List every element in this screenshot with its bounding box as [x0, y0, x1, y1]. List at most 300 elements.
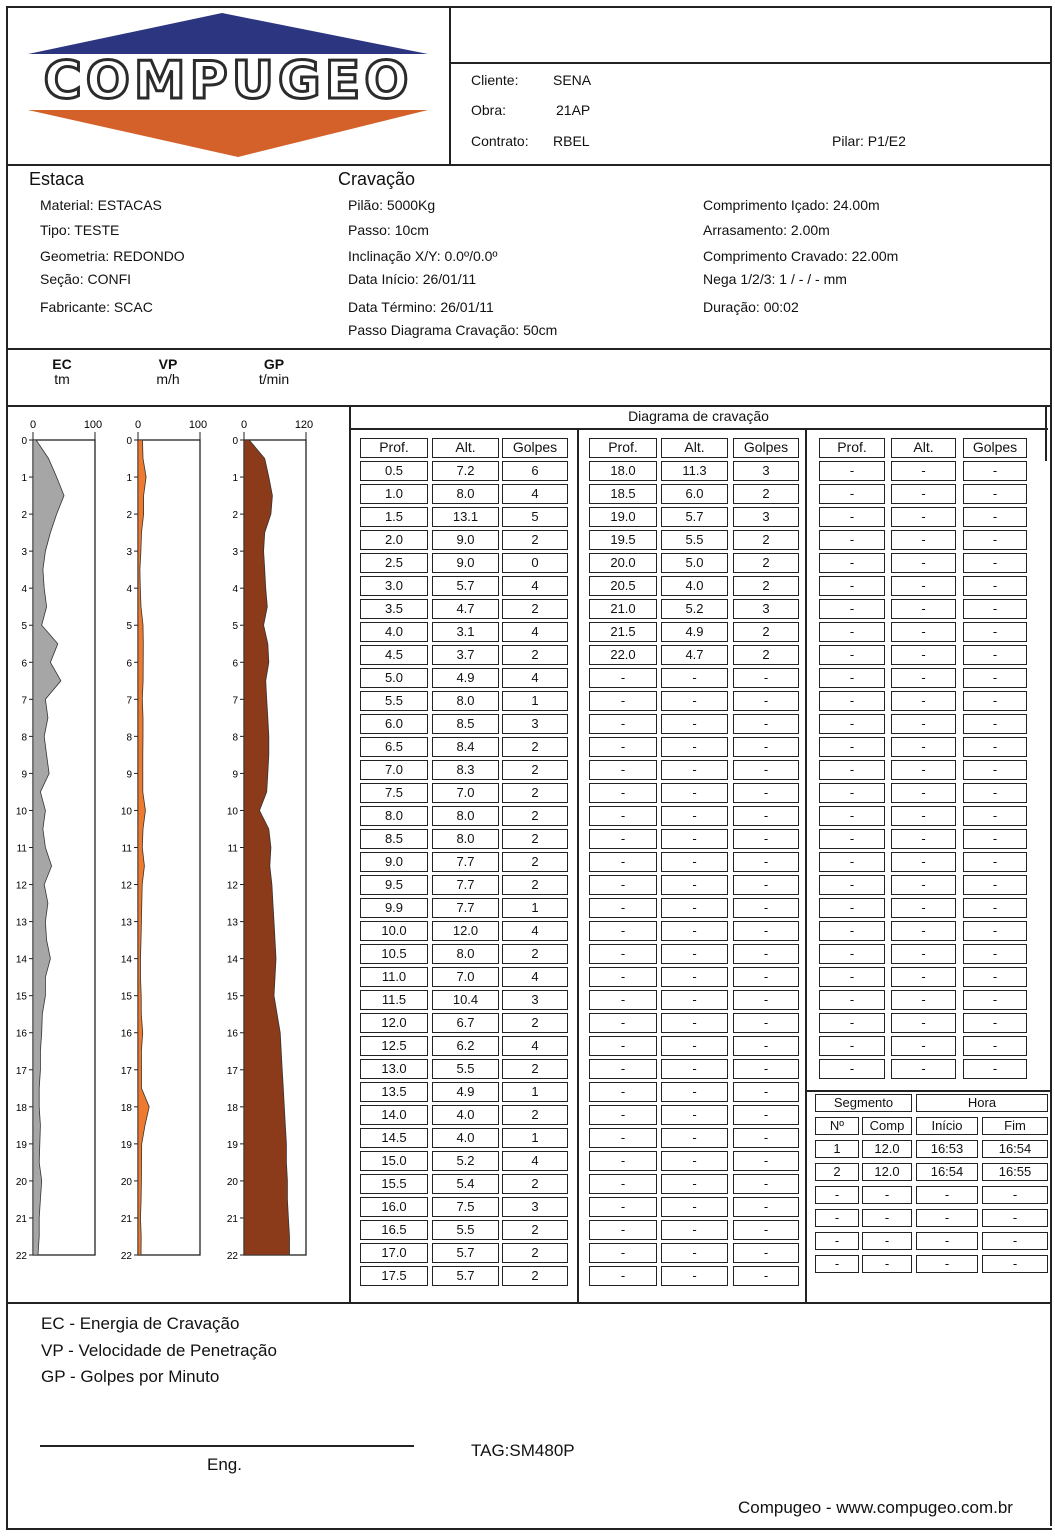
diagram-cell-alt: 4.7	[661, 645, 728, 665]
ec-depth-tick-label: 11	[16, 843, 27, 855]
vp-graph-header	[142, 357, 194, 387]
diagram-cell-alt: 4.0	[661, 576, 728, 596]
diagram-cell-golpes: 3	[502, 1197, 568, 1217]
diagram-cell-alt: -	[661, 1243, 728, 1263]
diagram-cell-alt: -	[891, 461, 956, 481]
diagram-cell-alt: -	[661, 691, 728, 711]
vp-axis-max-label: 100	[188, 419, 208, 431]
gp-depth-tick-label: 21	[226, 1213, 238, 1225]
gp-depth-tick-label: 19	[226, 1139, 238, 1151]
diagram-cell-golpes: -	[963, 921, 1027, 941]
diagram-cell-prof: -	[589, 691, 657, 711]
gp-header-name: GP	[263, 356, 285, 372]
logo-top-triangle	[28, 13, 428, 54]
vp-depth-tick-label: 9	[126, 769, 132, 781]
diagram-cell-prof: 7.0	[360, 760, 428, 780]
diagram-cell-golpes: -	[733, 714, 799, 734]
diagram-cell-prof: -	[819, 1036, 885, 1056]
vp-depth-tick-label: 2	[126, 510, 132, 522]
segment-fim-cell: 16:54	[982, 1140, 1048, 1158]
diagram-header-alt: Alt.	[891, 438, 956, 458]
data-termino-field: Data Término: 26/01/11	[348, 299, 494, 315]
diagram-cell-golpes: -	[963, 1013, 1027, 1033]
diagram-cell-prof: 4.0	[360, 622, 428, 642]
diagram-cell-golpes: -	[733, 1059, 799, 1079]
diagram-cell-alt: -	[661, 1266, 728, 1286]
diagram-cell-alt: 8.0	[432, 944, 499, 964]
diagram-cell-golpes: 2	[502, 852, 568, 872]
signature-line	[40, 1445, 414, 1447]
segment-inicio-cell: -	[916, 1209, 978, 1227]
ec-depth-tick-label: 8	[21, 732, 27, 744]
diagram-cell-golpes: -	[733, 668, 799, 688]
segment-comp-cell: -	[862, 1209, 912, 1227]
comprimento-icado-field: Comprimento Içado: 24.00m	[703, 197, 880, 213]
vp-depth-tick-label: 21	[120, 1213, 132, 1225]
diagram-cell-prof: -	[589, 967, 657, 987]
diagram-cell-prof: -	[819, 668, 885, 688]
diagram-cell-alt: 6.7	[432, 1013, 499, 1033]
diagram-cell-prof: -	[589, 1013, 657, 1033]
diagram-cell-prof: 20.0	[589, 553, 657, 573]
ec-header-unit: tm	[54, 371, 70, 387]
diagram-cell-golpes: -	[733, 875, 799, 895]
diagram-cell-golpes: 5	[502, 507, 568, 527]
ec-depth-tick-label: 17	[15, 1065, 27, 1077]
legend-vp: VP - Velocidade de Penetração	[41, 1341, 277, 1360]
diagram-cell-golpes: -	[733, 1013, 799, 1033]
diagram-cell-golpes: 4	[502, 576, 568, 596]
vp-header-name: VP	[158, 356, 178, 372]
diagram-cell-golpes: 2	[502, 806, 568, 826]
diagram-cell-alt: -	[661, 1128, 728, 1148]
diagram-cell-golpes: -	[963, 829, 1027, 849]
gp-header-unit: t/min	[258, 371, 290, 387]
vp-depth-tick-label: 22	[120, 1251, 132, 1262]
graphs-table-divider	[349, 405, 351, 1303]
diagram-cell-golpes: -	[733, 806, 799, 826]
diagram-cell-prof: -	[819, 714, 885, 734]
diagram-cell-golpes: -	[733, 1151, 799, 1171]
diagram-cell-golpes: -	[963, 461, 1027, 481]
diagram-cell-golpes: 4	[502, 668, 568, 688]
comprimento-cravado-field: Comprimento Cravado: 22.00m	[703, 248, 899, 264]
diagram-cell-alt: -	[661, 944, 728, 964]
diagram-cell-golpes: -	[733, 1105, 799, 1125]
diagram-cell-golpes: -	[733, 990, 799, 1010]
ec-depth-tick-label: 0	[21, 436, 27, 447]
segment-group-header: Segmento	[815, 1094, 912, 1112]
vp-depth-tick-label: 10	[120, 806, 132, 818]
segment-comp-cell: -	[862, 1186, 912, 1204]
diagram-cell-prof: 14.5	[360, 1128, 428, 1148]
diagram-cell-prof: -	[819, 1059, 885, 1079]
gp-depth-tick-label: 2	[232, 510, 238, 522]
diagram-cell-prof: 9.5	[360, 875, 428, 895]
diagram-cell-golpes: -	[733, 1036, 799, 1056]
diagram-cell-prof: -	[819, 806, 885, 826]
diagram-cell-golpes: 2	[733, 576, 799, 596]
diagram-cell-golpes: 1	[502, 691, 568, 711]
diagram-cell-golpes: -	[733, 1220, 799, 1240]
diagram-cell-alt: 12.0	[432, 921, 499, 941]
diagram-cell-golpes: 3	[502, 990, 568, 1010]
diagram-cell-alt: 7.2	[432, 461, 499, 481]
segment-num-cell: 2	[815, 1163, 859, 1181]
ec-depth-tick-label: 13	[15, 917, 27, 929]
diagram-cell-prof: 11.0	[360, 967, 428, 987]
diagram-cell-golpes: 3	[502, 714, 568, 734]
diagram-cell-alt: -	[891, 783, 956, 803]
segment-fim-cell: -	[982, 1255, 1048, 1273]
diagram-col-divider-1	[577, 428, 579, 1302]
diagram-cell-prof: -	[589, 1059, 657, 1079]
diagram-cell-prof: 19.0	[589, 507, 657, 527]
diagram-cell-golpes: -	[963, 760, 1027, 780]
diagram-header-prof: Prof.	[819, 438, 885, 458]
diagram-cell-golpes: 2	[502, 599, 568, 619]
diagram-cell-prof: -	[819, 967, 885, 987]
diagram-cell-prof: 21.5	[589, 622, 657, 642]
vp-depth-tick-label: 0	[126, 436, 132, 447]
diagram-cell-golpes: -	[963, 806, 1027, 826]
gp-depth-tick-label: 22	[226, 1251, 238, 1262]
diagram-cell-alt: -	[661, 967, 728, 987]
diagram-cell-prof: 8.5	[360, 829, 428, 849]
content-bottom-divider	[6, 1302, 1052, 1304]
diagram-cell-alt: -	[661, 783, 728, 803]
diagram-cell-golpes: 2	[502, 530, 568, 550]
ec-depth-tick-label: 9	[21, 769, 27, 781]
diagram-cell-golpes: 2	[502, 829, 568, 849]
diagram-cell-prof: 4.5	[360, 645, 428, 665]
diagram-cell-golpes: 3	[733, 507, 799, 527]
eng-label: Eng.	[207, 1455, 242, 1474]
diagram-cell-alt: 5.2	[432, 1151, 499, 1171]
diagram-col-divider-2	[805, 428, 807, 1302]
outer-bottom-border	[6, 1528, 1052, 1530]
gp-depth-tick-label: 4	[232, 584, 238, 596]
diagram-cell-golpes: -	[963, 737, 1027, 757]
ec-axis-min-label: 0	[29, 419, 37, 431]
diagram-cell-golpes: 0	[502, 553, 568, 573]
compugeo-logo	[10, 10, 446, 160]
diagram-cell-golpes: 2	[733, 484, 799, 504]
diagram-cell-alt: 5.2	[661, 599, 728, 619]
diagram-cell-prof: -	[819, 921, 885, 941]
diagram-cell-golpes: 2	[733, 645, 799, 665]
diagram-cell-golpes: -	[733, 783, 799, 803]
header-right-divider	[449, 62, 1051, 64]
diagram-cell-alt: 8.5	[432, 714, 499, 734]
diagram-cell-prof: 13.5	[360, 1082, 428, 1102]
segment-fim-header: Fim	[982, 1117, 1048, 1135]
ec-depth-tick-label: 18	[15, 1102, 27, 1114]
outer-top-border	[6, 6, 1052, 8]
diagram-cell-prof: 6.5	[360, 737, 428, 757]
vp-depth-tick-label: 7	[126, 695, 132, 707]
diagram-cell-golpes: -	[963, 944, 1027, 964]
logo-bottom-triangle	[28, 110, 428, 157]
diagram-cell-alt: -	[891, 990, 956, 1010]
ec-depth-tick-label: 7	[21, 695, 27, 707]
diagram-cell-golpes: -	[733, 760, 799, 780]
diagram-cell-prof: -	[589, 760, 657, 780]
segment-inicio-header: Início	[916, 1117, 978, 1135]
diagram-cell-prof: -	[819, 530, 885, 550]
diagram-cell-alt: 4.7	[432, 599, 499, 619]
diagram-cell-alt: 6.0	[661, 484, 728, 504]
diagram-cell-alt: -	[661, 1013, 728, 1033]
diagram-cell-alt: 5.7	[432, 576, 499, 596]
diagram-cell-alt: -	[891, 530, 956, 550]
diagram-cell-prof: -	[819, 990, 885, 1010]
diagram-cell-prof: -	[819, 576, 885, 596]
gp-depth-tick-label: 8	[232, 732, 238, 744]
diagram-cell-prof: -	[589, 1105, 657, 1125]
diagram-cell-alt: 5.5	[661, 530, 728, 550]
ec-depth-tick-label: 21	[15, 1213, 27, 1225]
vp-depth-tick-label: 5	[126, 621, 132, 633]
ec-depth-tick-label: 19	[15, 1139, 27, 1151]
diagram-cell-alt: -	[891, 1059, 956, 1079]
hora-group-header: Hora	[916, 1094, 1048, 1112]
diagram-cell-alt: -	[661, 852, 728, 872]
segment-comp-cell: -	[862, 1232, 912, 1250]
diagram-cell-alt: 4.9	[432, 1082, 499, 1102]
diagram-cell-alt: 8.4	[432, 737, 499, 757]
diagram-cell-prof: -	[819, 599, 885, 619]
diagram-cell-prof: -	[589, 737, 657, 757]
legend-gp: GP - Golpes por Minuto	[41, 1367, 220, 1386]
cliente-label: Cliente:	[471, 72, 519, 88]
diagram-cell-alt: -	[661, 668, 728, 688]
segment-inicio-cell: 16:53	[916, 1140, 978, 1158]
gp-depth-tick-label: 20	[226, 1176, 238, 1188]
vp-depth-tick-label: 15	[120, 991, 132, 1003]
segment-comp-header: Comp	[862, 1117, 912, 1135]
diagram-cell-prof: -	[819, 829, 885, 849]
diagram-title-underline	[350, 428, 1048, 430]
diagram-cell-alt: -	[661, 806, 728, 826]
diagram-cell-golpes: -	[963, 622, 1027, 642]
diagram-cell-prof: 5.5	[360, 691, 428, 711]
diagram-cell-prof: -	[589, 1266, 657, 1286]
diagram-cell-prof: 6.0	[360, 714, 428, 734]
gp-depth-tick-label: 6	[232, 658, 238, 670]
diagram-cell-golpes: 4	[502, 921, 568, 941]
diagram-cell-golpes: 2	[502, 1013, 568, 1033]
outer-right-border	[1050, 6, 1052, 1526]
diagram-cell-prof: 16.0	[360, 1197, 428, 1217]
diagram-cell-alt: -	[891, 553, 956, 573]
diagram-cell-alt: -	[891, 921, 956, 941]
diagram-cell-prof: -	[589, 1082, 657, 1102]
diagram-cell-golpes: -	[733, 1128, 799, 1148]
gp-depth-tick-label: 18	[226, 1102, 238, 1114]
diagram-cell-alt: 6.2	[432, 1036, 499, 1056]
gp-graph-header	[248, 357, 300, 387]
diagram-cell-golpes: 2	[502, 1243, 568, 1263]
diagram-header-alt: Alt.	[661, 438, 728, 458]
ec-axis-max-label: 100	[83, 419, 103, 431]
obra-label: Obra:	[471, 102, 507, 118]
gp-depth-tick-label: 10	[226, 806, 238, 818]
diagram-cell-alt: -	[891, 898, 956, 918]
diagram-cell-golpes: -	[733, 967, 799, 987]
diagram-cell-golpes: -	[963, 990, 1027, 1010]
diagram-cell-prof: 19.5	[589, 530, 657, 550]
nega-field: Nega 1/2/3: 1 / - / - mm	[703, 271, 847, 287]
diagram-cell-prof: -	[819, 645, 885, 665]
diagram-cell-alt: -	[661, 714, 728, 734]
diagram-cell-golpes: -	[963, 714, 1027, 734]
diagram-cell-golpes: 4	[502, 484, 568, 504]
diagram-cell-golpes: 2	[502, 1220, 568, 1240]
ec-depth-tick-label: 6	[21, 658, 27, 670]
segment-fim-cell: 16:55	[982, 1163, 1048, 1181]
header-bottom-divider	[6, 164, 1052, 166]
gp-depth-tick-label: 14	[226, 954, 238, 966]
diagram-cell-prof: -	[819, 944, 885, 964]
diagram-cell-alt: 8.0	[432, 829, 499, 849]
segment-inicio-cell: -	[916, 1186, 978, 1204]
diagram-cell-alt: -	[661, 875, 728, 895]
diagram-cell-prof: -	[819, 898, 885, 918]
diagram-cell-alt: -	[891, 668, 956, 688]
diagram-cell-golpes: 4	[502, 967, 568, 987]
diagram-cell-prof: -	[819, 1013, 885, 1033]
diagram-cell-prof: -	[819, 622, 885, 642]
diagram-cell-prof: 17.0	[360, 1243, 428, 1263]
diagram-cell-golpes: -	[963, 530, 1027, 550]
ec-depth-tick-label: 12	[15, 880, 27, 892]
diagram-cell-alt: -	[661, 1220, 728, 1240]
diagram-cell-golpes: -	[963, 668, 1027, 688]
diagram-header-golpes: Golpes	[963, 438, 1027, 458]
diagram-cell-golpes: 1	[502, 1082, 568, 1102]
diagram-cell-alt: -	[661, 921, 728, 941]
diagram-cell-golpes: 2	[733, 622, 799, 642]
diagram-cell-alt: 3.1	[432, 622, 499, 642]
diagram-cell-prof: -	[819, 691, 885, 711]
diagram-cell-golpes: -	[963, 898, 1027, 918]
passo-diagrama-field: Passo Diagrama Cravação: 50cm	[348, 322, 558, 338]
diagram-cell-golpes: -	[733, 852, 799, 872]
segment-num-cell: -	[815, 1232, 859, 1250]
gp-axis-min-label: 0	[240, 419, 248, 431]
ec-depth-tick-label: 22	[15, 1251, 27, 1262]
diagram-cell-golpes: 3	[733, 599, 799, 619]
vp-plot-frame	[138, 440, 200, 1255]
diagram-cell-prof: -	[589, 1197, 657, 1217]
diagram-cell-alt: -	[891, 484, 956, 504]
diagram-cell-alt: -	[891, 1036, 956, 1056]
diagram-cell-golpes: 2	[733, 530, 799, 550]
diagram-cell-golpes: 2	[502, 737, 568, 757]
diagram-cell-prof: -	[819, 737, 885, 757]
cliente-value: SENA	[553, 72, 592, 88]
diagram-cell-golpes: -	[963, 484, 1027, 504]
diagram-cell-golpes: -	[963, 553, 1027, 573]
segment-num-header: Nº	[815, 1117, 859, 1135]
diagram-cell-golpes: -	[733, 1174, 799, 1194]
gp-depth-tick-label: 0	[232, 436, 238, 447]
diagram-cell-alt: 4.9	[432, 668, 499, 688]
diagram-cell-alt: -	[661, 1082, 728, 1102]
diagram-cell-alt: -	[661, 760, 728, 780]
diagram-cell-golpes: 1	[502, 898, 568, 918]
diagram-cell-alt: 5.5	[432, 1059, 499, 1079]
secao-field: Seção: CONFI	[40, 271, 132, 287]
diagram-cell-prof: -	[589, 783, 657, 803]
diagram-cell-alt: -	[891, 944, 956, 964]
diagram-cell-alt: -	[891, 829, 956, 849]
ec-depth-tick-label: 3	[21, 547, 27, 559]
segment-inicio-cell: 16:54	[916, 1163, 978, 1181]
ec-depth-tick-label: 14	[15, 954, 27, 966]
diagram-cell-prof: -	[589, 1128, 657, 1148]
diagram-cell-golpes: -	[963, 576, 1027, 596]
ec-depth-tick-label: 15	[15, 991, 27, 1003]
website-link[interactable]: Compugeo - www.compugeo.com.br	[738, 1498, 1013, 1517]
vp-depth-tick-label: 12	[120, 880, 132, 892]
gp-depth-tick-label: 7	[232, 695, 238, 707]
vp-depth-tick-label: 1	[126, 473, 132, 485]
vp-depth-tick-label: 6	[126, 658, 132, 670]
diagram-cell-prof: 1.0	[360, 484, 428, 504]
diagram-cell-prof: -	[589, 1174, 657, 1194]
diagram-cell-alt: -	[661, 1059, 728, 1079]
vp-depth-tick-label: 8	[126, 732, 132, 744]
diagram-cell-golpes: -	[963, 1059, 1027, 1079]
diagram-cell-alt: 4.0	[432, 1128, 499, 1148]
pilar-value: Pilar: P1/E2	[832, 133, 906, 149]
gp-depth-tick-label: 1	[232, 473, 238, 485]
diagram-cell-alt: -	[891, 691, 956, 711]
geometria-field: Geometria: REDONDO	[40, 248, 185, 264]
diagram-cell-golpes: 2	[502, 645, 568, 665]
diagram-cell-prof: 22.0	[589, 645, 657, 665]
diagram-cell-golpes: 2	[502, 1174, 568, 1194]
diagram-cell-golpes: -	[733, 921, 799, 941]
diagram-cell-prof: -	[819, 461, 885, 481]
diagram-cell-prof: 21.0	[589, 599, 657, 619]
inclinacao-field: Inclinação X/Y: 0.0º/0.0º	[348, 248, 498, 264]
ec-depth-tick-label: 4	[21, 584, 27, 596]
diagram-cell-alt: 5.7	[432, 1266, 499, 1286]
diagram-cell-prof: -	[819, 783, 885, 803]
diagram-cell-alt: -	[891, 576, 956, 596]
fabricante-field: Fabricante: SCAC	[40, 299, 153, 315]
diagram-cell-prof: 16.5	[360, 1220, 428, 1240]
diagram-cell-alt: 9.0	[432, 530, 499, 550]
diagram-cell-alt: -	[661, 829, 728, 849]
diagram-header-golpes: Golpes	[733, 438, 799, 458]
diagram-cell-prof: -	[589, 898, 657, 918]
ec-depth-tick-label: 20	[15, 1176, 27, 1188]
diagram-cell-alt: 5.4	[432, 1174, 499, 1194]
diagram-cell-alt: 13.1	[432, 507, 499, 527]
cravacao-title: Cravação	[338, 169, 416, 189]
diagram-cell-alt: 4.9	[661, 622, 728, 642]
data-inicio-field: Data Início: 26/01/11	[348, 271, 477, 287]
diagram-cell-golpes: -	[733, 1266, 799, 1286]
diagram-cell-prof: -	[819, 507, 885, 527]
gp-depth-tick-label: 3	[232, 547, 238, 559]
diagram-cell-golpes: 2	[502, 875, 568, 895]
diagram-cell-prof: -	[589, 875, 657, 895]
